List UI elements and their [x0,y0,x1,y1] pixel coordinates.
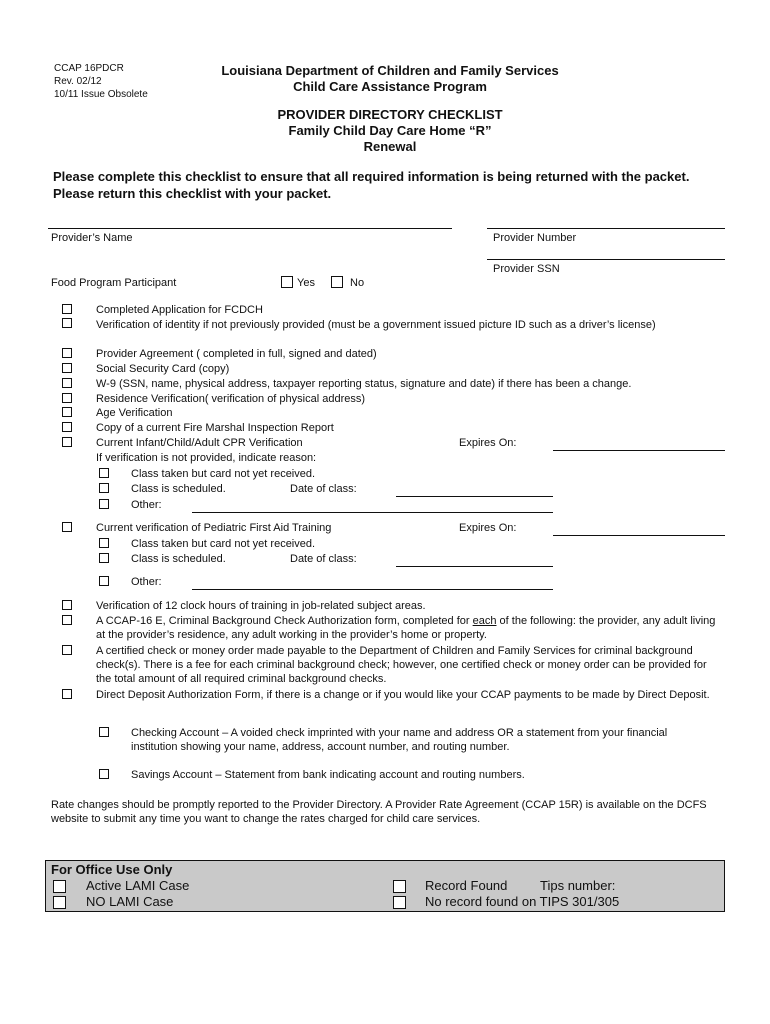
instructions: Please complete this checklist to ensure that all required information is being returned with the packet. Please return this checklist with your packet. [53,169,690,201]
cpr-other-line[interactable] [192,512,553,513]
checkbox-item10[interactable] [62,522,72,532]
form-code: CCAP 16PDCR [54,63,124,74]
provider-name-label: Provider’s Name [51,232,133,244]
item-training-hours: Verification of 12 clock hours of training in job-related subject areas. [96,600,426,612]
item-age: Age Verification [96,407,173,419]
cpr-expires-line[interactable] [553,450,725,451]
item-background-check-form [96,614,716,642]
office-use-heading: For Office Use Only [51,862,173,877]
fa-class-scheduled: Class is scheduled. [131,553,226,565]
fa-class-scheduled-checkbox[interactable] [99,553,109,563]
no-record-label: No record found on TIPS 301/305 [425,894,620,909]
checkbox-item3[interactable] [62,348,72,358]
first-aid-expires-line[interactable] [553,535,725,536]
cpr-date-of-class-label: Date of class: [290,483,357,495]
form-obsolete-note: 10/11 Issue Obsolete [54,89,148,100]
fa-class-taken-checkbox[interactable] [99,538,109,548]
record-found-label: Record Found [425,878,508,893]
item-application: Completed Application for FCDCH [96,304,263,316]
department-name: Louisiana Department of Children and Family Services [221,63,559,78]
food-program-no-checkbox[interactable] [331,276,343,288]
checkbox-item1[interactable] [62,304,72,314]
fa-other-checkbox[interactable] [99,576,109,586]
fa-class-taken: Class taken but card not yet received. [131,538,316,550]
food-program-yes-checkbox[interactable] [281,276,293,288]
item12-text-b: of the following: the provider, any adult living at the provider’s residence, any adult working in the provider’s home or property. [96,615,716,641]
cpr-class-taken-checkbox[interactable] [99,468,109,478]
checkbox-item6[interactable] [62,393,72,403]
fa-other-line[interactable] [192,589,553,590]
checkbox-item11[interactable] [62,600,72,610]
item-w9: W-9 (SSN, name, physical address, taxpayer reporting status, signature and date) if there has been a change. [96,378,632,390]
tips-number-label: Tips number: [540,878,616,893]
item-direct-deposit: Direct Deposit Authorization Form, if there is a change or if you would like your CCAP payments to be made by Direct Deposit. [96,689,710,701]
item-first-aid: Current verification of Pediatric First Aid Training [96,522,332,534]
program-name: Child Care Assistance Program [293,79,487,94]
yes-label: Yes [297,277,315,289]
form-revision: Rev. 02/12 [54,76,102,87]
savings-account-checkbox[interactable] [99,769,109,779]
item-residence: Residence Verification( verification of physical address) [96,393,366,405]
checkbox-item12[interactable] [62,615,72,625]
savings-account: Savings Account – Statement from bank indicating account and routing numbers. [131,769,525,781]
item-identity: Verification of identity if not previously provided (must be a government issued picture ID such as a driver’s license) [96,319,656,331]
cpr-class-scheduled-checkbox[interactable] [99,483,109,493]
cpr-class-taken: Class taken but card not yet received. [131,468,316,480]
first-aid-expires-label: Expires On: [459,522,517,534]
form-type: Renewal [363,139,417,154]
cpr-other-label: Other: [131,499,162,511]
active-lami-checkbox[interactable] [53,880,66,893]
checkbox-item14[interactable] [62,689,72,699]
cpr-expires-label: Expires On: [459,437,517,449]
no-record-checkbox[interactable] [393,896,406,909]
fa-date-of-class-line[interactable] [396,566,553,567]
checking-account: Checking Account – A voided check imprinted with your name and address OR a statement from your financial institution showing your name, address, account number, and routing number. [131,727,668,753]
rate-change-note: Rate changes should be promptly reported to the Provider Directory. A Provider Rate Agreement (CCAP 15R) is available on the DCFS website to submit any time you want to change the rates charged for child care services. [51,799,707,825]
record-found-checkbox[interactable] [393,880,406,893]
item12-each: each [472,615,497,627]
active-lami-label: Active LAMI Case [86,878,190,893]
fa-date-of-class-label: Date of class: [290,553,357,565]
checkbox-item5[interactable] [62,378,72,388]
item-cpr: Current Infant/Child/Adult CPR Verification [96,437,303,449]
provider-number-line[interactable] [487,228,725,229]
item-ssn-card: Social Security Card (copy) [96,363,230,375]
cpr-class-scheduled: Class is scheduled. [131,483,226,495]
item12-text-a: A CCAP-16 E, Criminal Background Check Authorization form, completed for [96,615,473,627]
no-lami-label: NO LAMI Case [86,894,174,909]
food-program-label: Food Program Participant [51,277,177,289]
page-subtitle: Family Child Day Care Home “R” [288,123,492,138]
item-fire-marshal: Copy of a current Fire Marshal Inspection Report [96,422,334,434]
item-provider-agreement: Provider Agreement ( completed in full, signed and dated) [96,348,377,360]
provider-number-label: Provider Number [493,232,577,244]
checkbox-item7[interactable] [62,407,72,417]
checkbox-item2[interactable] [62,318,72,328]
cpr-reason-label: If verification is not provided, indicate reason: [96,452,317,464]
checkbox-item8[interactable] [62,422,72,432]
page-title: PROVIDER DIRECTORY CHECKLIST [277,107,503,122]
provider-name-line[interactable] [48,228,452,229]
checking-account-checkbox[interactable] [99,727,109,737]
fa-other-label: Other: [131,576,162,588]
checkbox-item13[interactable] [62,645,72,655]
checkbox-item9[interactable] [62,437,72,447]
no-label: No [350,277,365,289]
no-lami-checkbox[interactable] [53,896,66,909]
cpr-other-checkbox[interactable] [99,499,109,509]
cpr-date-of-class-line[interactable] [396,496,553,497]
checkbox-item4[interactable] [62,363,72,373]
provider-ssn-line[interactable] [487,259,725,260]
item-certified-check: A certified check or money order made payable to the Department of Children and Family Services for criminal background check(s). There is a fee for each criminal background check; however, one certified check or money order can be provided for the total amount of all required criminal background checks. [96,645,707,685]
provider-ssn-label: Provider SSN [493,263,560,275]
